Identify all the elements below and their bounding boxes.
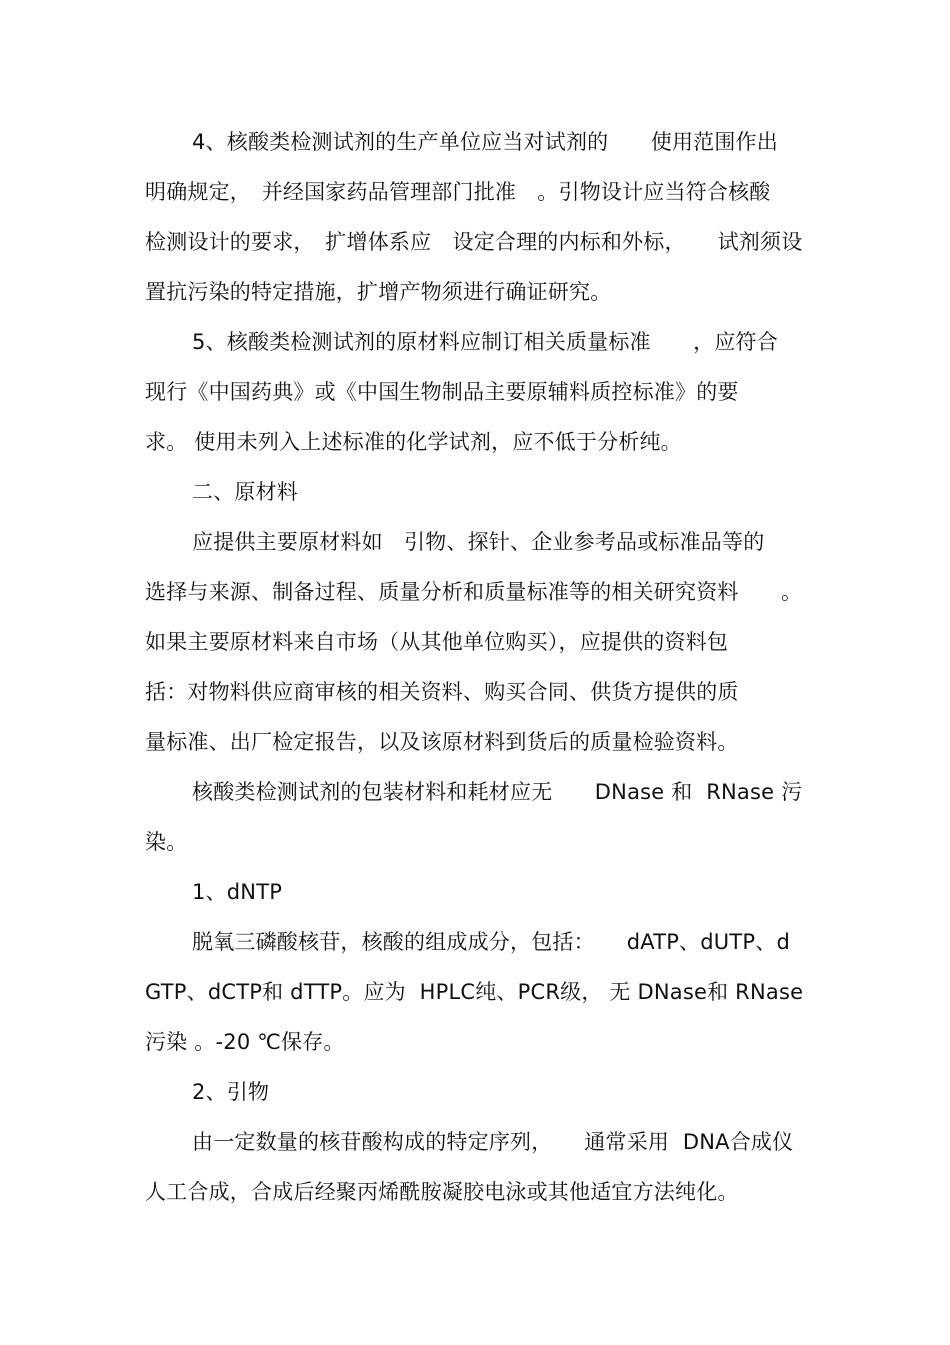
dntp-line-1: 脱氧三磷酸核苷，核酸的组成成分，包括： dATP、dUTP、d [192,930,790,954]
raw-materials-line-4: 括：对物料供应商审核的相关资料、购买合同、供货方提供的质 [145,680,739,704]
raw-materials-line-5: 量标准、出厂检定报告，以及该原材料到货后的质量检验资料。 [145,730,739,754]
raw-materials-line-2: 选择与来源、制备过程、质量分析和质量标准等的相关研究资料 。 [145,580,803,604]
paragraph-5-line-3: 求。 使用未列入上述标准的化学试剂，应不低于分析纯。 [145,430,682,454]
paragraph-4-line-1: 4、核酸类检测试剂的生产单位应当对试剂的 使用范围作出 [192,130,778,154]
paragraph-4-line-4: 置抗污染的特定措施，扩增产物须进行确证研究。 [145,280,612,304]
raw-materials-line-3: 如果主要原材料来自市场（从其他单位购买），应提供的资料包 [145,630,729,654]
primers-line-2: 人工合成，合成后经聚丙烯酰胺凝胶电泳或其他适宜方法纯化。 [145,1180,739,1204]
subheading-primers: 2、引物 [192,1080,270,1104]
primers-line-1: 由一定数量的核苷酸构成的特定序列， 通常采用 DNA合成仪 [192,1130,794,1154]
packaging-line-1: 核酸类检测试剂的包装材料和耗材应无 DNase 和 RNase 污 [192,780,803,804]
packaging-line-2: 染。 [145,830,188,854]
section-heading-raw-materials: 二、原材料 [192,480,298,504]
raw-materials-line-1: 应提供主要原材料如 引物、探针、企业参考品或标准品等的 [192,530,765,554]
subheading-dntp: 1、dNTP [192,880,283,904]
paragraph-4-line-3: 检测设计的要求， 扩增体系应 设定合理的内标和外标， 试剂须设 [145,230,803,254]
paragraph-4-line-2: 明确规定， 并经国家药品管理部门批准 。引物设计应当符合核酸 [145,180,771,204]
paragraph-5-line-1: 5、核酸类检测试剂的原材料应制订相关质量标准 ，应符合 [192,330,778,354]
paragraph-5-line-2: 现行《中国药典》或《中国生物制品主要原辅料质控标准》的要 [145,380,739,404]
dntp-line-2: GTP、dCTP和 dTTP。应为 HPLC纯、PCR级， 无 DNase和 RNase [145,980,804,1004]
dntp-line-3: 污染 。-20 ℃保存。 [145,1030,345,1054]
